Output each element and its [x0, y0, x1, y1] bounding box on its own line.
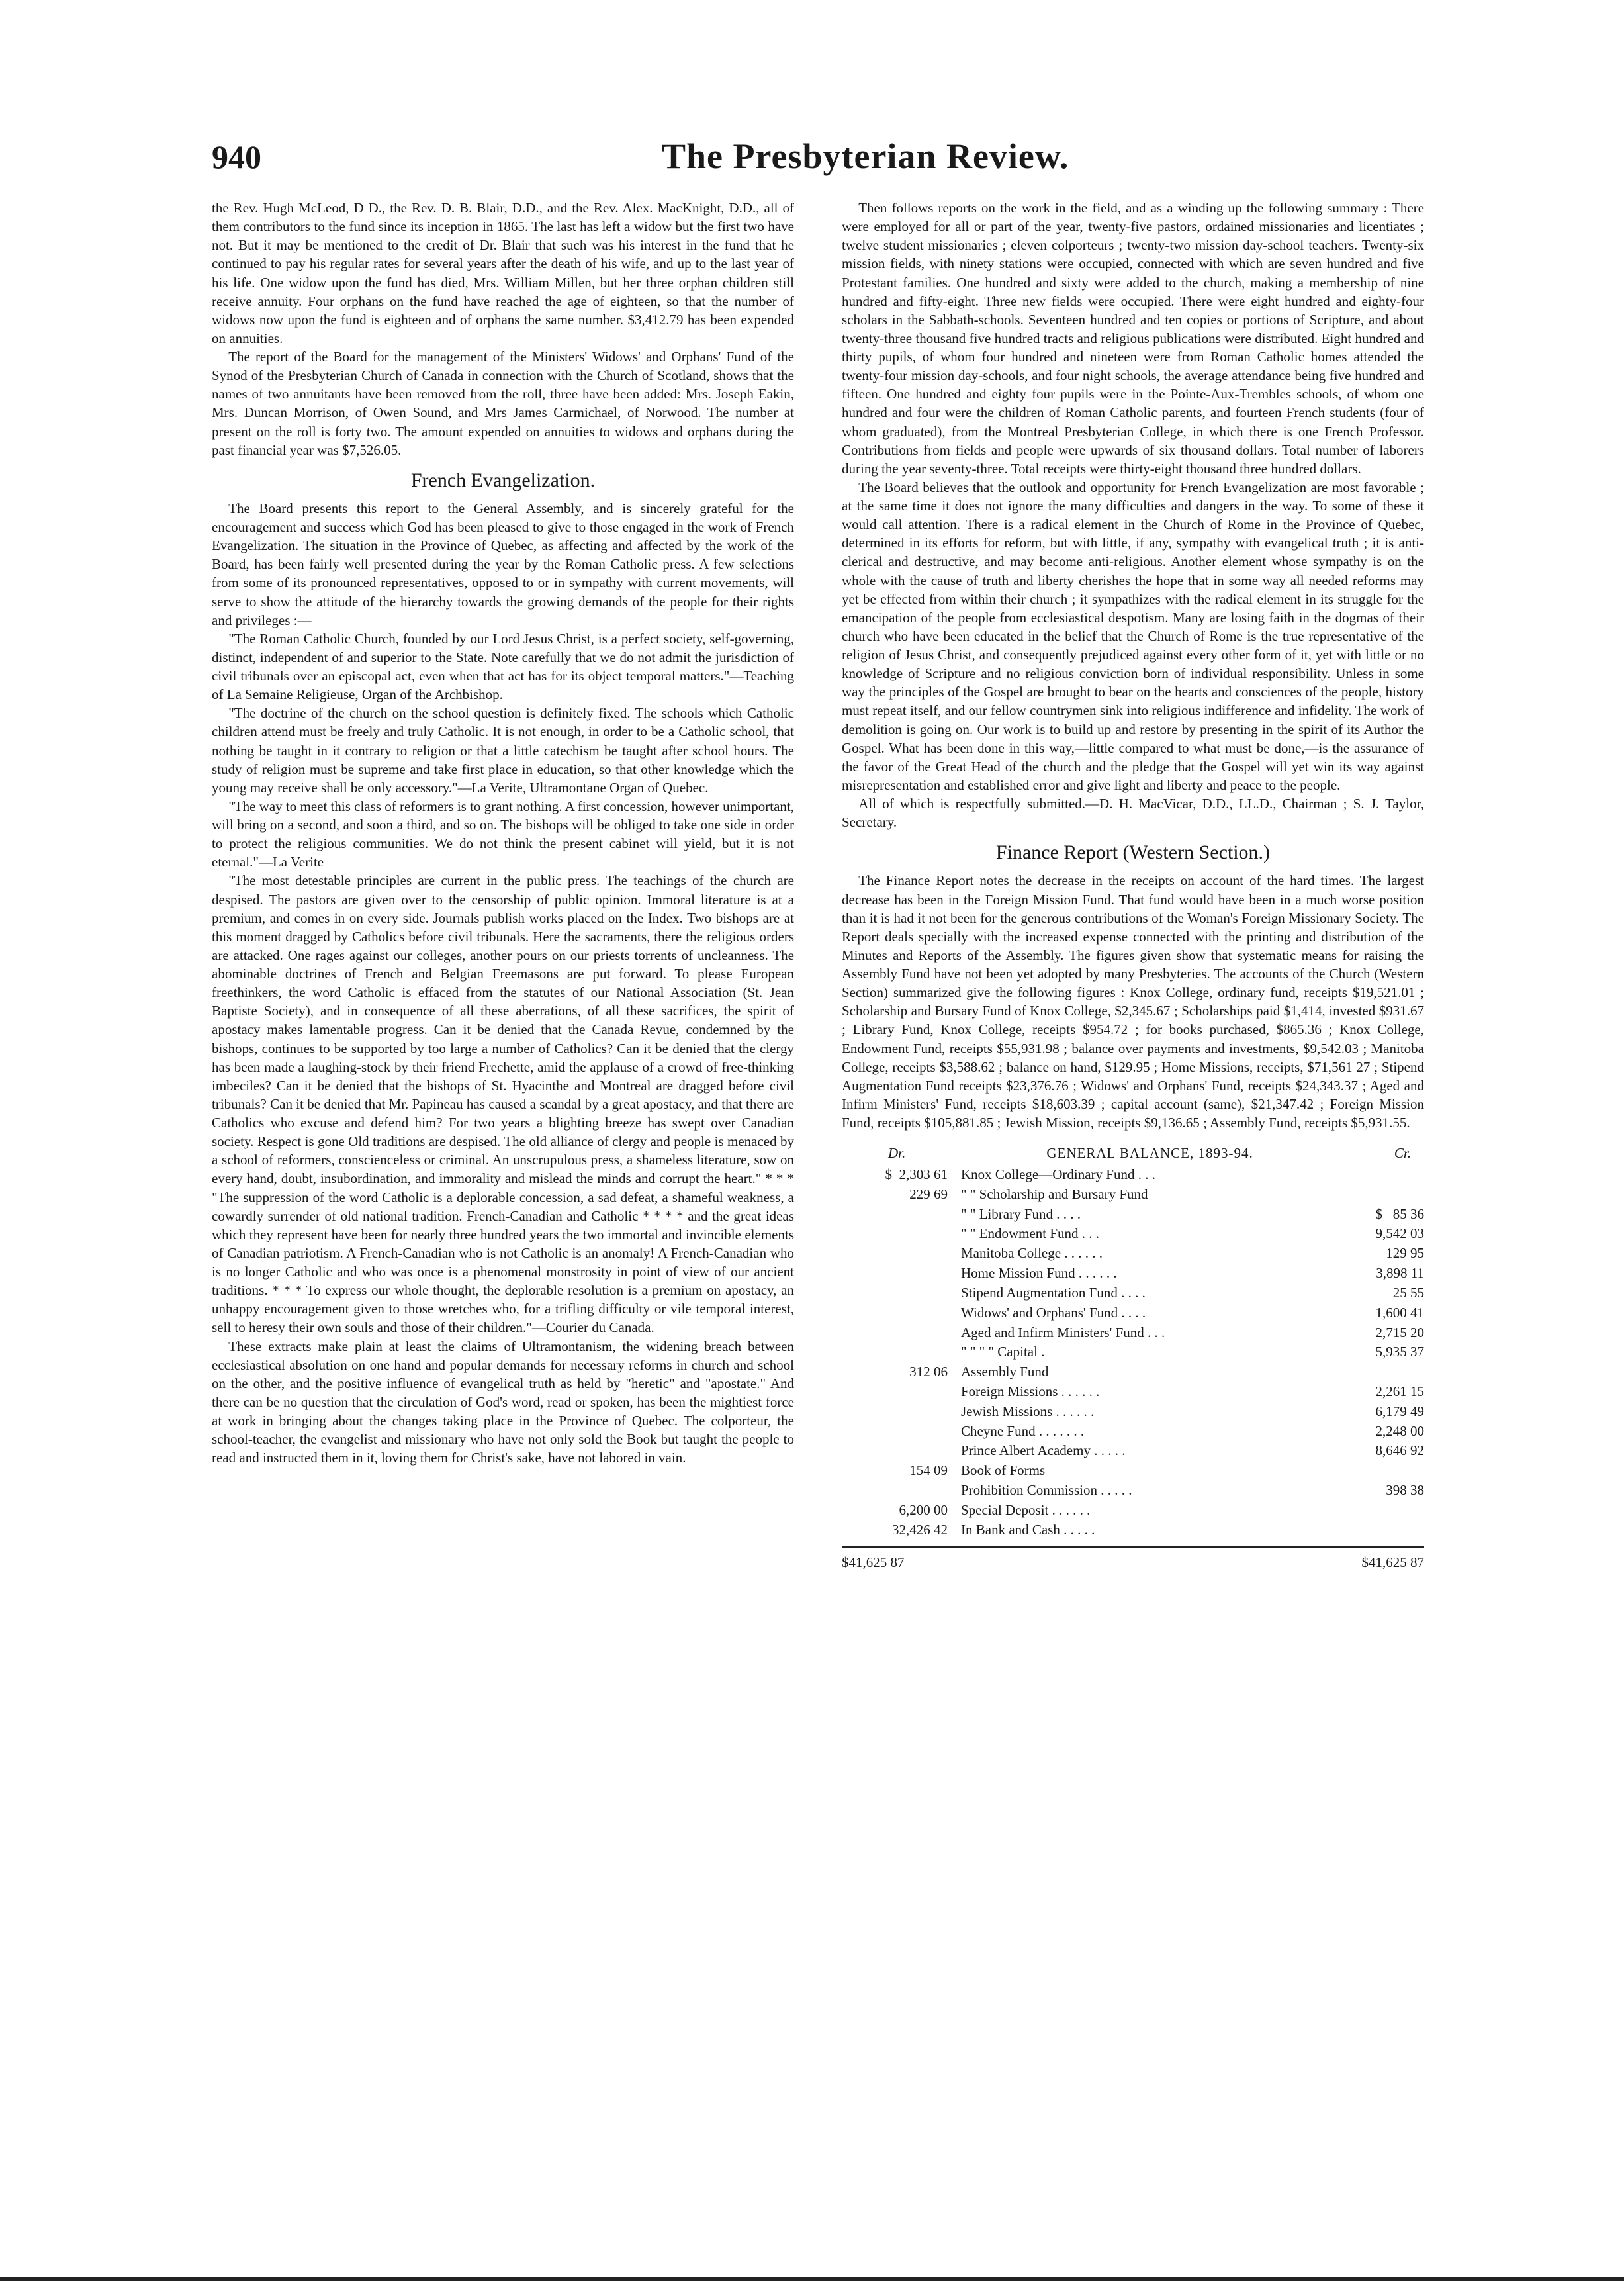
balance-item-label: Special Deposit . . . . . .: [961, 1501, 1091, 1518]
balance-dr-value: 6,200 00: [899, 1501, 948, 1518]
quotation-paragraph: "The way to meet this class of reformers is to grant nothing. A first concession, however unimportant, will bring on a second, and soon a third, and so on. The bishops will be obliged to take one side in order to protect the religious communities. We do not think the present cabinet will yield, but it is not eternal."—La Verite: [212, 798, 794, 870]
balance-row: [842, 1461, 1424, 1481]
balance-row: [842, 1224, 1424, 1244]
balance-row: [842, 1362, 1424, 1382]
balance-item-label: Knox College—Ordinary Fund . . .: [961, 1166, 1155, 1182]
balance-item-label: " " " " Capital .: [961, 1344, 1045, 1360]
balance-item-label: Jewish Missions . . . . . .: [961, 1403, 1095, 1419]
balance-totals: [842, 1546, 1424, 1573]
balance-cr-value: 25 55: [1392, 1284, 1424, 1301]
balance-item-label: Aged and Infirm Ministers' Fund . . .: [961, 1324, 1165, 1340]
balance-row: [842, 1342, 1424, 1362]
signature: All of which is respectfully submitted.—D. H. MacVicar, D.D., LL.D., Chairman ; S. J. Taylor, Secretary.: [842, 796, 1424, 831]
section-heading-french-evangelization: French Evangelization.: [410, 469, 596, 491]
balance-cr-value: 398 38: [1386, 1482, 1424, 1498]
balance-row: [842, 1441, 1424, 1461]
balance-cr-value: 6,179 49: [1375, 1403, 1424, 1419]
balance-cr-value: 1,600 41: [1375, 1304, 1424, 1321]
quotation-paragraph: "The Roman Catholic Church, founded by our Lord Jesus Christ, is a perfect society, self-governing, distinct, independent of and superior to the State. Note carefully that we do not admit the jurisdiction of civil tribunals over an episcopal act, even when that act has for its object temporal matters."—Teaching of La Semaine Religieuse, Organ of the Archbishop.: [212, 630, 794, 703]
balance-row: [842, 1284, 1424, 1303]
balance-item-label: Cheyne Fund . . . . . . .: [961, 1423, 1085, 1439]
balance-row: [842, 1501, 1424, 1520]
balance-cr-value: 8,646 92: [1375, 1442, 1424, 1459]
balance-item-label: Stipend Augmentation Fund . . . .: [961, 1284, 1146, 1301]
balance-item-label: In Bank and Cash . . . . .: [961, 1521, 1095, 1538]
balance-cr-value: 2,715 20: [1375, 1324, 1424, 1340]
page-number: 940: [212, 138, 261, 175]
balance-row: [842, 1481, 1424, 1501]
paragraph: The report of the Board for the management of the Ministers' Widows' and Orphans' Fund of the Synod of the Presbyterian Church of Canada in connection with the Church of Scotland, shows that the names of two annuitants have been removed from the roll, three have been added: Mrs. Joseph Eakin, Mrs. Duncan Morrison, of Owen Sound, and Mrs James Carmichael, of Norwood. The number at present on the roll is forty two. The amount expended on annuities to widows and orphans during the past financial year was $7,526.05.: [212, 349, 794, 458]
paragraph: The Board presents this report to the General Assembly, and is sincerely grateful for the encouragement and success which God has been pleased to give to those engaged in the work of French Evangelization. The situation in the Province of Quebec, as affecting and affected by the work of the Board, has been fairly well presented during the year by the Roman Catholic press. A few selections from some of its pronounced representatives, opposed to or in sympathy with current movements, will serve to show the attitude of the hierarchy towards the growing demands of the people for their rights and privileges :—: [212, 500, 794, 628]
balance-cr-value: 3,898 11: [1376, 1265, 1424, 1282]
balance-item-label: Prince Albert Academy . . . . .: [961, 1442, 1126, 1459]
paragraph: Then follows reports on the work in the field, and as a winding up the following summary : There were employed for all or part of the year, twenty-five pastors, ordained missionaries and licentiates ; twelve student missionaries ; eleven colporteurs ; twenty-two mission day-school teachers. Twenty-six mission fields, with ninety stations were occupied, connected with which are seven hundred and five Protestant families. One hundred and sixty were added to the church, making a membership of nine hundred and fifty-eight. Three new fields were occupied. There were eight hundred and eighty-four scholars in the Sabbath-schools. Seventeen hundred and ten copies or portions of Scripture, and about twenty-three thousand five hundred tracts and religious publications were distributed. Eight hundred and thirty pupils, of whom four hundred and nineteen were from Roman Catholic homes attended the twenty-four mission day-schools, and four night schools, the average attendance being five hundred and fifteen. One hundred and eighty four pupils were in the Pointe-Aux-Trembles schools, of whom one hundred and four were the children of Roman Catholic parents, and fourteen French students (four of whom graduated), from the Montreal Presbyterian College, in which there is one French Professor. Contributions from fields and people were upwards of six thousand dollars. Total number of laborers during the year seventy-three. Total receipts were thirty-eight thousand three hundred dollars.: [842, 200, 1424, 477]
balance-cr-value: 9,542 03: [1375, 1225, 1424, 1242]
balance-cr-value: 2,248 00: [1375, 1423, 1424, 1439]
quotation-paragraph: "The doctrine of the church on the school question is definitely fixed. The schools which Catholic children attend must be freely and truly Catholic. It is not enough, in order to be a Catholic school, that nothing be taught in it contrary to religion or that a little catechism be taught after school hours. The study of religion must be supreme and take first place in education, so that other knowledge which the young may receive shall be only accessory."—La Verite, Ultramontane Organ of Quebec.: [212, 705, 794, 796]
balance-dr-value: 229 69: [909, 1186, 948, 1202]
balance-item-label: Home Mission Fund . . . . . .: [961, 1265, 1117, 1282]
right-column: [842, 199, 1424, 1573]
balance-row: [842, 1165, 1424, 1185]
balance-row: [842, 1323, 1424, 1343]
balance-row: [842, 1422, 1424, 1442]
left-column: [212, 199, 794, 1467]
section-heading-finance-report: Finance Report (Western Section.): [995, 841, 1271, 864]
balance-item-label: " " Scholarship and Bursary Fund: [961, 1186, 1148, 1202]
balance-total-dr: $41,625 87: [842, 1554, 905, 1571]
balance-row: [842, 1520, 1424, 1540]
balance-item-label: Manitoba College . . . . . .: [961, 1245, 1103, 1262]
balance-item-label: Assembly Fund: [961, 1364, 1049, 1380]
balance-row: [842, 1185, 1424, 1205]
balance-title: GENERAL BALANCE, 1893-94.: [1046, 1145, 1253, 1162]
balance-cr-value: 2,261 15: [1375, 1383, 1424, 1399]
balance-row: [842, 1382, 1424, 1402]
balance-rows: [842, 1165, 1424, 1540]
balance-item-label: Prohibition Commission . . . . .: [961, 1482, 1132, 1498]
balance-cr-value: 129 95: [1386, 1245, 1424, 1262]
balance-dr-value: 32,426 42: [892, 1521, 948, 1538]
balance-item-label: " " Library Fund . . . .: [961, 1205, 1081, 1222]
balance-item-label: Widows' and Orphans' Fund . . . .: [961, 1304, 1146, 1321]
balance-dr-label: Dr.: [888, 1145, 906, 1162]
general-balance-table: [842, 1144, 1424, 1573]
balance-cr-value: $ 85 36: [1375, 1205, 1424, 1222]
balance-dr-value: $ 2,303 61: [885, 1166, 948, 1182]
running-title: The Presbyterian Review.: [662, 136, 1069, 176]
balance-row: [842, 1205, 1424, 1225]
balance-cr-value: 5,935 37: [1375, 1344, 1424, 1360]
balance-row: [842, 1264, 1424, 1284]
bottom-rule: [0, 2277, 1624, 2281]
balance-dr-value: 312 06: [909, 1364, 948, 1380]
balance-row: [842, 1303, 1424, 1323]
balance-dr-value: 154 09: [909, 1462, 948, 1479]
balance-item-label: Foreign Missions . . . . . .: [961, 1383, 1100, 1399]
balance-item-label: " " Endowment Fund . . .: [961, 1225, 1100, 1242]
balance-header: [842, 1144, 1424, 1164]
quotation-paragraph: "The most detestable principles are current in the public press. The teachings of the church are despised. The pastors are given over to the censorship of public opinion. Immoral literature is at a premium, and comes in on every side. Journals publish works placed on the Index. Two bishops are at this moment dragged by Catholics before civil tribunals. Here the sacraments, there the religious orders are attacked. One rages against our colleges, another pours on our priests torrents of uncleanness. The abominable doctrines of French and Belgian Freemasons are put forward. To please European freethinkers, the word Catholic is effaced from the statutes of our National Association (St. Jean Baptiste Society), and in consequence of all these aberrations, of all these sacrifices, the spirit of apostacy makes lamentable progress. Can it be denied that the Canada Revue, condemned by the bishops, continues to be supported by too large a number of Catholics? Can it be denied that the clergy has been made a laughing-stock by their friend Frechette, amid the applause of a crowd of free-thinking imbeciles? Can it be denied that the bishops of St. Hyacinthe and Montreal are dragged before civil tribunals? Can it be denied that Mr. Papineau has caused a scandal by a great apostacy, and that there are Catholics who excuse and defend him? For two years a blighting breeze has swept over Canadian society. Respect is gone Old traditions are despised. The old alliance of clergy and people is menaced by a school of reformers, conscienceless or criminal. An unscrupulous press, a shameless literature, sow on every hand, doubt, insubordination, and immorality and mislead the minds and corrupt the heart." * * * "The suppression of the word Catholic is a deplorable concession, a sad defeat, a shameful weakness, a cowardly surrender of old national tradition. French-Canadian and Catholic * * * * and the great ideas which they represent have been for nearly three hundred years the two immortal and invincible elements of Canadian patriotism. A French-Canadian who is not Catholic is an anomaly! A French-Canadian who is no longer Catholic and who was once is a phenomenal monstrosity in point of view of our ancient traditions. * * * To express our whole thought, the deplorable resolution is a premium on apostacy, an unhappy encouragement given to those wretches who, for a trifling difficulty or vile temporal interest, sell to heresy their own souls and those of their children."—Courier du Canada.: [212, 872, 794, 1336]
paragraph: The Finance Report notes the decrease in the receipts on account of the hard times. The largest decrease has been in the Foreign Mission Fund. That fund would have been in a much worse position than it is had it not been for the generous contributions of the Woman's Foreign Missionary Society. The Report deals specially with the increased expense connected with the printing and distribution of the Minutes and Reports of the Assembly. The figures given show that systematic means for raising the Assembly Fund have not been yet adopted by many Presbyteries. The accounts of the Church (Western Section) summarized give the following figures : Knox College, ordinary fund, receipts $19,521.01 ; Scholarship and Bursary Fund of Knox College, $2,345.67 ; Scholarships paid $1,414, invested $931.67 ; Library Fund, Knox College, receipts $954.72 ; for books purchased, $865.36 ; Knox College, Endowment Fund, receipts $55,931.98 ; balance over payments and investments, $9,542.03 ; Manitoba College, receipts $3,588.62 ; balance on hand, $129.95 ; Home Missions, receipts, $71,561 27 ; Stipend Augmentation Fund receipts $23,376.76 ; Widows' and Orphans' Fund, receipts $24,343.37 ; Aged and Infirm Ministers' Fund, receipts $18,603.39 ; capital account (same), $21,347.42 ; Foreign Mission Fund, receipts $105,881.85 ; Jewish Mission, receipts $9,136.65 ; Assembly Fund, receipts $5,931.55.: [842, 872, 1424, 1131]
balance-cr-label: Cr.: [1394, 1145, 1411, 1162]
balance-total-cr: $41,625 87: [1361, 1554, 1424, 1571]
paragraph: The Board believes that the outlook and opportunity for French Evangelization are most favorable ; at the same time it does not ignore the many difficulties and dangers in the way. To some of these it would call attention. There is a radical element in the Church of Rome in the Province of Quebec, determined in its efforts for reform, but with little, if any, sympathy with evangelical truth ; it is anti-clerical and destructive, and may become anti-religious. Another element whose sympathy is on the whole with the cause of truth and liberty cherishes the hope that in some way all needed reforms may yet be effected from within their church ; it sympathizes with the radical element in its struggle for the emancipation of the people from ecclesiastical despotism. Many are losing faith in the dogmas of their church who have been educated in the belief that the Church of Rome is the true representative of the religion of Jesus Christ, and consequently prejudiced against every other form of it, yet with little or no knowledge of Scripture and no religious conviction born of individual responsibility. Unless in some way the principles of the Gospel are brought to bear on the hearts and consciences of the people, history must repeat itself, and our fellow countrymen sink into religious indifference and infidelity. The work of demolition is going on. Our work is to build up and restore by presenting in the spirit of its Author the Gospel. What has been done in this way,—little compared to what must be done,—is the assurance of the favor of the Great Head of the church and the pledge that the Gospel will yet win its way against misrepresentation and established error and give light and liberty and peace to the people.: [842, 479, 1424, 793]
balance-item-label: Book of Forms: [961, 1462, 1046, 1479]
paragraph: These extracts make plain at least the claims of Ultramontanism, the widening breach between ecclesiastical absolution on one hand and popular demands for necessary reforms in church and school on the other, and the positive influence of evangelical truth as held by "heretic" and "apostate." And there can be no question that the circulation of God's word, read or spoken, has been the mightiest force at work in bringing about the changes taking place in the Province of Quebec. The colporteur, the school-teacher, the evangelist and missionary who have not only sold the Book but taught the people to read and instructed them in it, loving them for Christ's sake, have not labored in vain.: [212, 1338, 794, 1466]
balance-row: [842, 1402, 1424, 1422]
balance-row: [842, 1244, 1424, 1264]
paragraph: the Rev. Hugh McLeod, D D., the Rev. D. B. Blair, D.D., and the Rev. Alex. MacKnight, D.D., all of them contributors to the fund since its inception in 1865. The last has left a widow but the first two have not. But it may be mentioned to the credit of Dr. Blair that such was his interest in the fund that he continued to pay his regular rates for several years after the death of his wife, and up to the last year of his life. One widow upon the fund has died, Mrs. William Millen, but her three orphan children still receive annuity. Four orphans on the fund have reached the age of eighteen, so that the number of widows now upon the fund is eighteen and of orphans the same number. $3,412.79 has been expended on annuities.: [212, 200, 794, 346]
